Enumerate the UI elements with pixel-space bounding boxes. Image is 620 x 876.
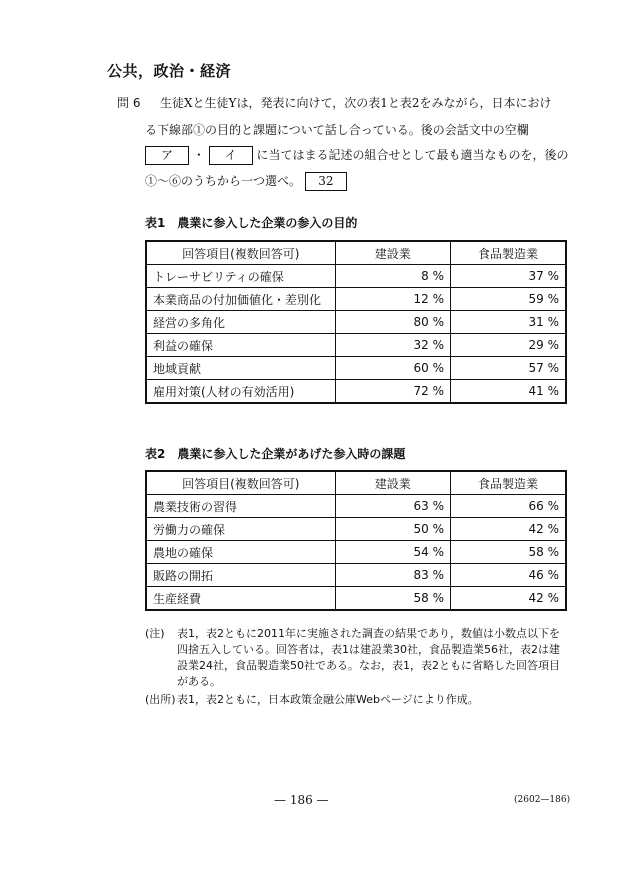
table-cell: 本業商品の付加価値化・差別化 [146,288,335,311]
table-cell: 60 % [335,357,450,380]
table-row [146,587,566,611]
question-line-4 [145,172,347,191]
source-text: 表1，表2ともに，日本政策金融公庫Webページにより作成。 [177,693,479,706]
blank-separator: ・ [192,148,205,162]
note-line-3: 設業24社，食品製造業50社である。なお，表1，表2ともに省略した回答項目 [177,659,560,672]
answer-number-box: 32 [305,172,347,191]
table-cell: 66 % [451,495,567,518]
table1-caption [145,214,357,231]
table-cell: 50 % [335,518,450,541]
question-line-1: 生徒Xと生徒Yは，発表に向けて，次の表1と表2をみながら，日本におけ [160,96,552,110]
table-row [146,495,566,518]
table-cell: 利益の確保 [146,334,335,357]
table2-caption-text: 農業に参入した企業があげた参入時の課題 [177,447,406,461]
table-cell: 83 % [335,564,450,587]
table-row [146,380,566,404]
table2-header-row [146,471,566,495]
table-cell: 54 % [335,541,450,564]
table-cell: 労働力の確保 [146,518,335,541]
table-cell: 29 % [451,334,566,357]
table-cell: 32 % [335,334,450,357]
table-cell: 31 % [451,311,566,334]
table-cell: 生産経費 [146,587,335,611]
table1-header-food: 食品製造業 [451,241,566,265]
table-cell: 8 % [335,265,450,288]
table-cell: 72 % [335,380,450,404]
section-title: 公共，政治・経済 [107,62,232,80]
table-cell: 57 % [451,357,566,380]
table-cell: 59 % [451,288,566,311]
table-row [146,357,566,380]
table-row [146,334,566,357]
question-line-4-text: ①～⑥のうちから一つ選べ。 [145,174,302,188]
blank-b-box: イ [209,146,253,165]
table-cell: 12 % [335,288,450,311]
table2-header-food: 食品製造業 [451,471,567,495]
table-cell: 37 % [451,265,566,288]
table2-number: 表2 [145,447,166,461]
table-cell: 地域貢献 [146,357,335,380]
note-label: (注) [145,627,165,640]
table1-header-construction: 建設業 [335,241,450,265]
note-line-4: がある。 [177,675,221,688]
table-cell: トレーサビリティの確保 [146,265,335,288]
table-cell: 雇用対策(人材の有効活用) [146,380,335,404]
page-number: — 186 — [274,793,329,807]
source-block [145,692,585,708]
table1-number: 表1 [145,216,166,230]
table-cell: 農地の確保 [146,541,335,564]
table-row [146,288,566,311]
question-line-3-text: に当てはまる記述の組合せとして最も適当なものを，後の [256,148,569,162]
table-cell: 58 % [451,541,567,564]
table-row [146,564,566,587]
table-cell: 42 % [451,587,567,611]
table2-header-construction: 建設業 [335,471,450,495]
source-label: (出所) [145,693,176,706]
note-line-2: 四捨五入している。回答者は，表1は建設業30社，食品製造業56社，表2は建 [177,643,560,656]
table-cell: 経営の多角化 [146,311,335,334]
table-cell: 販路の開拓 [146,564,335,587]
table-row [146,518,566,541]
table1-caption-text: 農業に参入した企業の参入の目的 [177,216,358,230]
note-line-1: 表1，表2ともに2011年に実施された調査の結果であり，数値は小数点以下を [177,627,560,640]
table-cell: 41 % [451,380,566,404]
table-cell: 42 % [451,518,567,541]
table-cell: 63 % [335,495,450,518]
question-line-3 [145,146,569,165]
question-line-2: る下線部①の目的と課題について話し合っている。後の会話文中の空欄 [145,123,529,137]
table1-header-row [146,241,566,265]
table-cell: 58 % [335,587,450,611]
table2-header-item: 回答項目(複数回答可) [146,471,335,495]
table-row [146,541,566,564]
page-code: (2602—186) [514,795,571,805]
table-row [146,311,566,334]
blank-a-box: ア [145,146,189,165]
question-number: 問 6 [117,96,141,110]
table-cell: 農業技術の習得 [146,495,335,518]
table-cell: 80 % [335,311,450,334]
table-cell: 46 % [451,564,567,587]
table-row [146,265,566,288]
table1 [145,240,567,404]
table2-caption [145,445,405,462]
table2 [145,470,567,611]
notes-block [145,626,585,690]
table1-header-item: 回答項目(複数回答可) [146,241,335,265]
